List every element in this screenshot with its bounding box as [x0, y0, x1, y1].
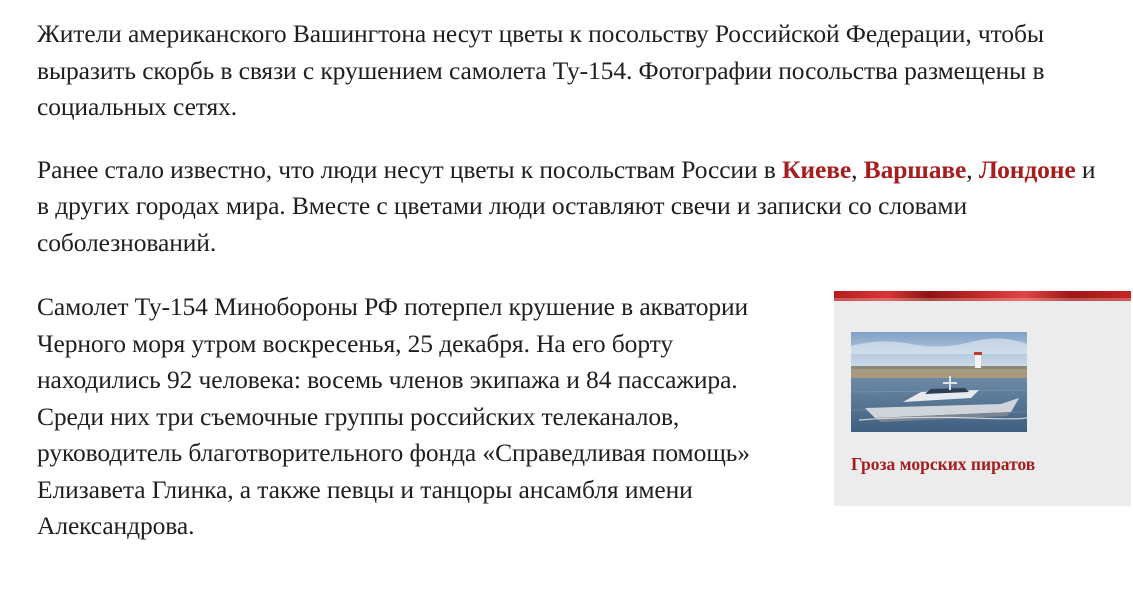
article-paragraph-2 [37, 152, 1107, 262]
link-kiev[interactable]: Киеве [782, 154, 852, 184]
article-paragraph-3: Самолет Ту-154 Минобороны РФ потерпел крушение в акватории Черного моря утром воскресенья, 25 декабря. На его борту находились 92 человека: восемь членов экипажа и 84 пассажира. Среди них три съемочные группы российских телеканалов, руководитель благотворительного фонда «Справедливая помощь» Елизавета Глинка, а также певцы и танцоры ансамбля имени Александрова. [37, 292, 750, 540]
related-promo-card[interactable] [834, 291, 1131, 506]
promo-header-stripe [834, 291, 1131, 301]
link-warsaw[interactable]: Варшаве [863, 154, 967, 184]
paragraph-2-text-before: Ранее стало известно, что люди несут цветы к посольствам России в [37, 154, 783, 184]
patrol-boat-photo[interactable] [851, 332, 1027, 432]
paragraph-2-text-after: и в других городах мира. Вместе с цветами люди оставляют свечи и записки со словами соболезнований. [37, 154, 1096, 257]
paragraph-2-separator-1: , [851, 154, 864, 184]
link-london[interactable]: Лондоне [978, 154, 1076, 184]
article-paragraph-1: Жители американского Вашингтона несут цветы к посольству Российской Федерации, чтобы выразить скорбь в связи с крушением самолета Ту-154. Фотографии посольства размещены в социальных сетях. [37, 19, 1045, 121]
paragraph-2-separator-2: , [966, 154, 979, 184]
promo-caption-link[interactable]: Гроза морских пиратов [851, 454, 1036, 474]
